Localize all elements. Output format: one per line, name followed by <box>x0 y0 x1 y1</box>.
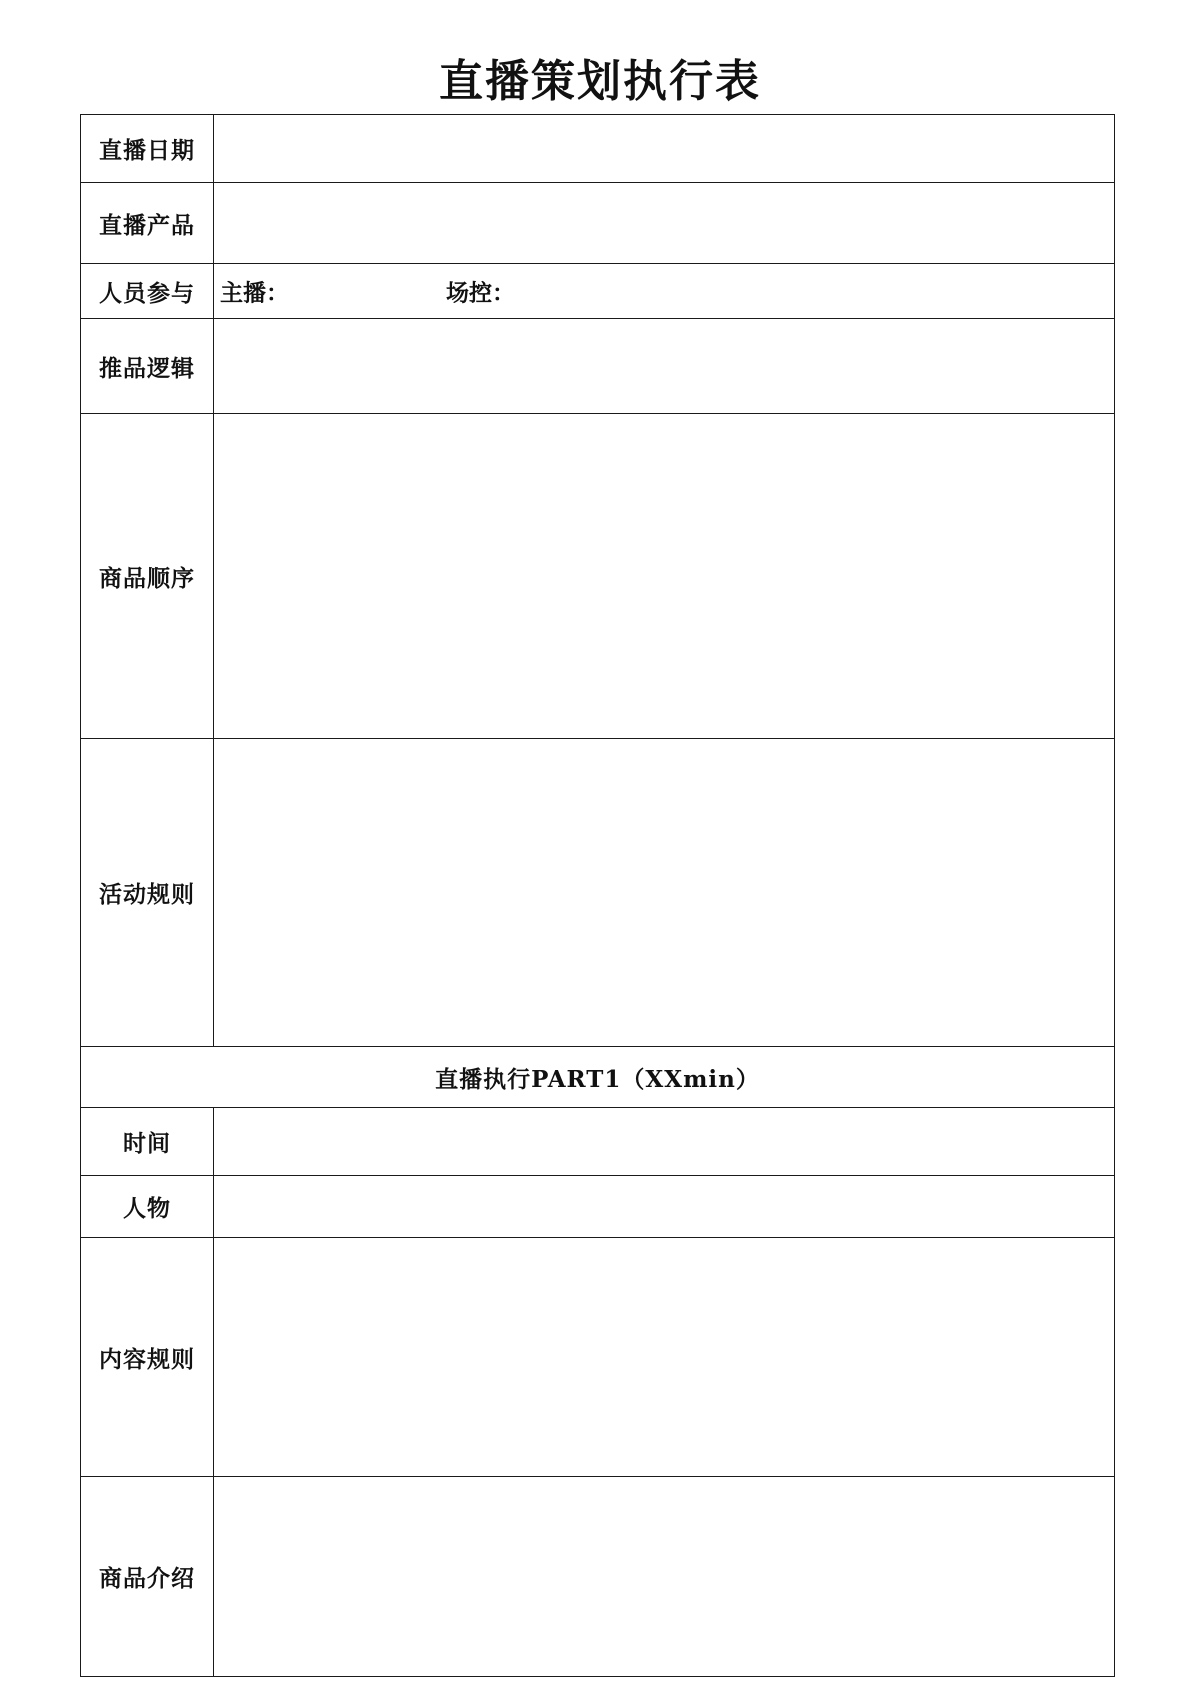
person-label: 人物 <box>81 1176 214 1238</box>
person-field[interactable] <box>214 1176 1115 1238</box>
live-product-label: 直播产品 <box>81 183 214 264</box>
content-rules-label: 内容规则 <box>81 1238 214 1477</box>
live-product-field[interactable] <box>214 183 1115 264</box>
host-label: 主播： <box>220 279 289 307</box>
live-date-label: 直播日期 <box>81 115 214 183</box>
row-live-date <box>81 115 1115 183</box>
row-staff <box>81 264 1115 319</box>
field-control-label: 场控： <box>446 279 515 307</box>
row-product-order <box>81 414 1115 739</box>
time-label: 时间 <box>81 1108 214 1176</box>
push-logic-label: 推品逻辑 <box>81 319 214 414</box>
product-intro-label: 商品介绍 <box>81 1477 214 1677</box>
time-field[interactable] <box>214 1108 1115 1176</box>
product-order-label: 商品顺序 <box>81 414 214 739</box>
plan-table <box>80 114 1115 1677</box>
product-order-field[interactable] <box>214 414 1115 739</box>
row-push-logic <box>81 319 1115 414</box>
part1-heading: 直播执行PART1（XXmin） <box>81 1047 1115 1108</box>
staff-field[interactable] <box>214 264 1115 319</box>
product-intro-field[interactable] <box>214 1477 1115 1677</box>
row-content-rules <box>81 1238 1115 1477</box>
row-time <box>81 1108 1115 1176</box>
row-live-product <box>81 183 1115 264</box>
push-logic-field[interactable] <box>214 319 1115 414</box>
row-activity-rules <box>81 739 1115 1047</box>
row-product-intro <box>81 1477 1115 1677</box>
activity-rules-label: 活动规则 <box>81 739 214 1047</box>
page-title: 直播策划执行表 <box>439 56 761 107</box>
live-date-field[interactable] <box>214 115 1115 183</box>
staff-label: 人员参与 <box>81 264 214 319</box>
row-person <box>81 1176 1115 1238</box>
content-rules-field[interactable] <box>214 1238 1115 1477</box>
row-part1-heading <box>81 1047 1115 1108</box>
activity-rules-field[interactable] <box>214 739 1115 1047</box>
